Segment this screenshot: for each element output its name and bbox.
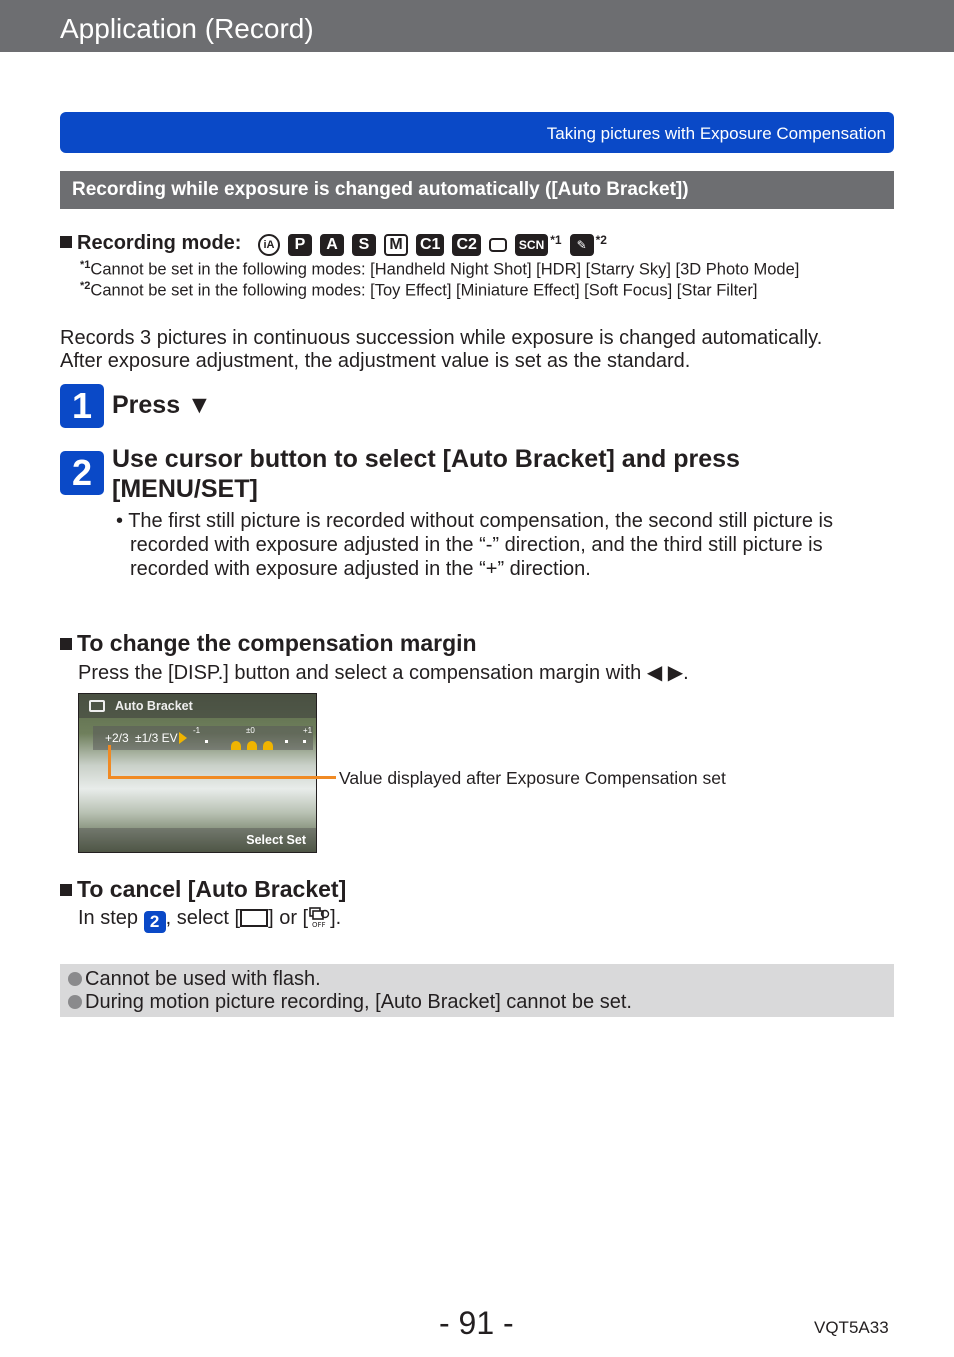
square-bullet-icon (60, 638, 72, 650)
footnote-mark-2: *2 (595, 233, 607, 247)
recording-mode-label: Recording mode: (60, 232, 241, 255)
panorama-mode-icon (489, 238, 507, 252)
step-2-ref-badge: 2 (144, 911, 166, 933)
scale-label-plus: +1 (303, 726, 313, 735)
callout-line-vertical (108, 745, 111, 778)
creative-control-mode-icon: ✎ (570, 234, 594, 256)
ev-value: +2/3 (105, 731, 129, 745)
screen-bottom-bar (79, 828, 316, 852)
step-1-badge: 1 (60, 384, 104, 428)
screen-title: Auto Bracket (115, 699, 193, 713)
manual-mode-icon: M (384, 234, 408, 256)
ev-scale (193, 726, 313, 750)
step-2-heading: Use cursor button to select [Auto Bracket] and press [MENU/SET] (112, 445, 740, 503)
change-margin-text: Press the [DISP.] button and select a compensation margin with ◀ ▶. (78, 662, 689, 684)
callout-line-horizontal (108, 776, 336, 779)
note-1: Cannot be used with flash. (68, 968, 321, 991)
notes-box (60, 964, 894, 1017)
scale-tick (303, 740, 306, 743)
aperture-priority-mode-icon: A (320, 234, 344, 256)
scene-mode-icon: SCN (515, 234, 548, 256)
bracket-marker-icon (247, 741, 257, 750)
square-bullet-icon (60, 884, 72, 896)
step-2-bullet: • The first still picture is recorded without compensation, the second still picture is recorded with exposure adjusted in the “-” direction, and the third still picture is recorded with exposure adjusted in the “+” direction. (116, 510, 833, 580)
callout-text: Value displayed after Exposure Compensation set (339, 768, 726, 788)
ev-setting-bar (93, 726, 313, 750)
program-mode-icon: P (288, 234, 312, 256)
cancel-text: In step 2 , select [ ] or [ OFF ]. (78, 907, 342, 931)
select-set-hint: Select Set (246, 833, 306, 847)
screen-title-bar (79, 694, 316, 718)
custom-2-mode-icon: C2 (452, 234, 480, 256)
shutter-priority-mode-icon: S (352, 234, 376, 256)
footnote-mark-1: *1 (550, 233, 562, 247)
bullet-dot-icon (68, 972, 82, 986)
section-bar (60, 112, 894, 153)
bracket-marker-icon (263, 741, 273, 750)
ev-step: ±1/3 EV (135, 731, 178, 745)
intro-line-1: Records 3 pictures in continuous succession while exposure is changed automatically. (60, 327, 823, 349)
cancel-heading: To cancel [Auto Bracket] (60, 876, 346, 903)
svg-text:OFF: OFF (312, 921, 326, 928)
burst-off-icon (308, 906, 330, 928)
custom-1-mode-icon: C1 (416, 234, 444, 256)
footnote-1: $^{*1}$Cannot be set in the following modes: [Handheld Night Shot] [HDR] [Starry Sky] [3D Photo Mode] (80, 259, 800, 279)
arrow-right-icon (179, 732, 187, 744)
scale-label-minus: -1 (193, 726, 201, 735)
change-margin-heading: To change the compensation margin (60, 630, 477, 657)
intro-line-2: After exposure adjustment, the adjustment value is set as the standard. (60, 350, 691, 372)
recording-mode-icons (258, 233, 607, 257)
scale-tick (205, 740, 208, 743)
header-bar (0, 0, 954, 52)
scale-tick (285, 740, 288, 743)
page-title: Application (Record) (60, 13, 314, 44)
step-2-badge: 2 (60, 451, 104, 495)
intelligent-auto-mode-icon: iA (258, 234, 280, 256)
footnote-2: $^{*2}$Cannot be set in the following modes: [Toy Effect] [Miniature Effect] [Soft Focus] [Star Filter] (80, 280, 758, 300)
bracket-marker-icon (231, 741, 241, 750)
step-1-heading: Press ▼ (112, 391, 212, 419)
section-title: Taking pictures with Exposure Compensation (546, 124, 886, 143)
burst-camera-icon (89, 700, 105, 712)
subsection-title: Recording while exposure is changed automatically ([Auto Bracket]) (72, 179, 689, 200)
subsection-bar (60, 171, 894, 209)
single-shot-icon (240, 909, 268, 927)
page-number: - 91 - (439, 1305, 514, 1341)
note-2: During motion picture recording, [Auto Bracket] cannot be set. (68, 991, 632, 1014)
scale-label-zero: ±0 (246, 726, 255, 735)
square-bullet-icon (60, 236, 72, 248)
bullet-dot-icon (68, 995, 82, 1009)
document-code: VQT5A33 (814, 1318, 889, 1337)
camera-screen-illustration (78, 693, 317, 853)
